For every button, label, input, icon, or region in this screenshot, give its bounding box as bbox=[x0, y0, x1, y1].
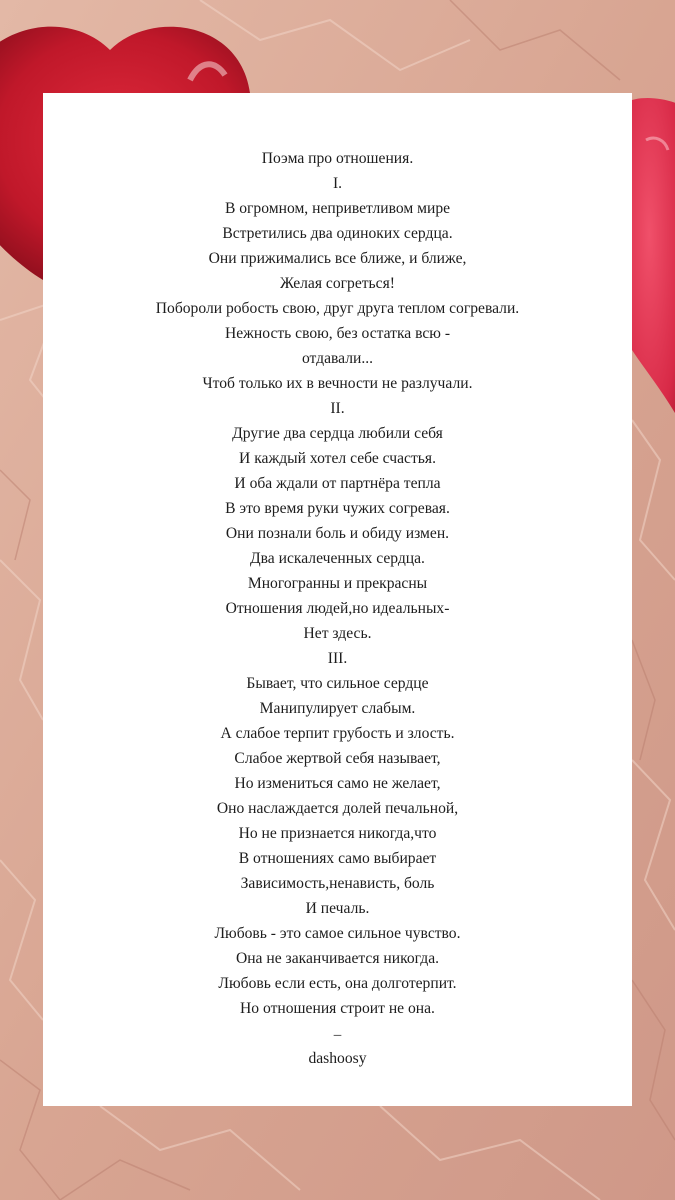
poem-line: Зависимость,ненависть, боль bbox=[240, 875, 435, 892]
poem-line: В это время руки чужих согревая. bbox=[225, 500, 450, 517]
poem-line: отдавали... bbox=[301, 350, 374, 367]
poem-line: А слабое терпит грубость и злость. bbox=[220, 725, 455, 742]
poem-line: В огромном, неприветливом мире bbox=[224, 200, 451, 217]
poem-line: Встретились два одиноких сердца. bbox=[222, 225, 453, 242]
poem-line: Но не признается никогда,что bbox=[238, 825, 437, 842]
poem-line: Оно наслаждается долей печальной, bbox=[216, 800, 459, 817]
poem-line: Желая согреться! bbox=[280, 275, 395, 292]
author-signature: dashoosy bbox=[308, 1050, 367, 1067]
poem-line: Поэма про отношения. bbox=[261, 150, 414, 167]
poem-card bbox=[43, 93, 632, 1106]
poem-line: Любовь - это самое сильное чувство. bbox=[214, 925, 461, 942]
poem-line: Чтоб только их в вечности не разлучали. bbox=[202, 375, 473, 392]
poem-line: В отношениях само выбирает bbox=[238, 850, 437, 867]
poem-line: Нет здесь. bbox=[303, 625, 372, 642]
poem-line: Но отношения строит не она. bbox=[240, 1000, 435, 1017]
poem-line: Бывает, что сильное сердце bbox=[246, 675, 429, 692]
poem-line: III. bbox=[327, 650, 348, 667]
poem-line: Они прижимались все ближе, и ближе, bbox=[208, 250, 467, 267]
poem-line: И оба ждали от партнёра тепла bbox=[234, 475, 441, 492]
poem-line: Другие два сердца любили себя bbox=[232, 425, 443, 442]
poem-line: И печаль. bbox=[305, 900, 370, 917]
poem-text bbox=[43, 146, 632, 1021]
poem-line: Слабое жертвой себя называет, bbox=[234, 750, 441, 767]
separator: – bbox=[333, 1027, 342, 1043]
poem-line: II. bbox=[330, 400, 345, 417]
poem-line: Побороли робость свою, друг друга теплом согревали. bbox=[155, 300, 520, 317]
poem-line: И каждый хотел себе счастья. bbox=[239, 450, 436, 467]
poem-line: I. bbox=[332, 175, 343, 192]
poem-line: Нежность свою, без остатка всю - bbox=[224, 325, 451, 342]
poem-line: Но измениться само не желает, bbox=[234, 775, 441, 792]
poem-line: Многогранны и прекрасны bbox=[247, 575, 428, 592]
poem-line: Манипулирует слабым. bbox=[259, 700, 416, 717]
poem-line: Любовь если есть, она долготерпит. bbox=[218, 975, 457, 992]
poem-line: Они познали боль и обиду измен. bbox=[225, 525, 450, 542]
poem-line: Отношения людей,но идеальных- bbox=[225, 600, 450, 617]
poem-line: Два искалеченных сердца. bbox=[250, 550, 425, 567]
poem-line: Она не заканчивается никогда. bbox=[235, 950, 440, 967]
